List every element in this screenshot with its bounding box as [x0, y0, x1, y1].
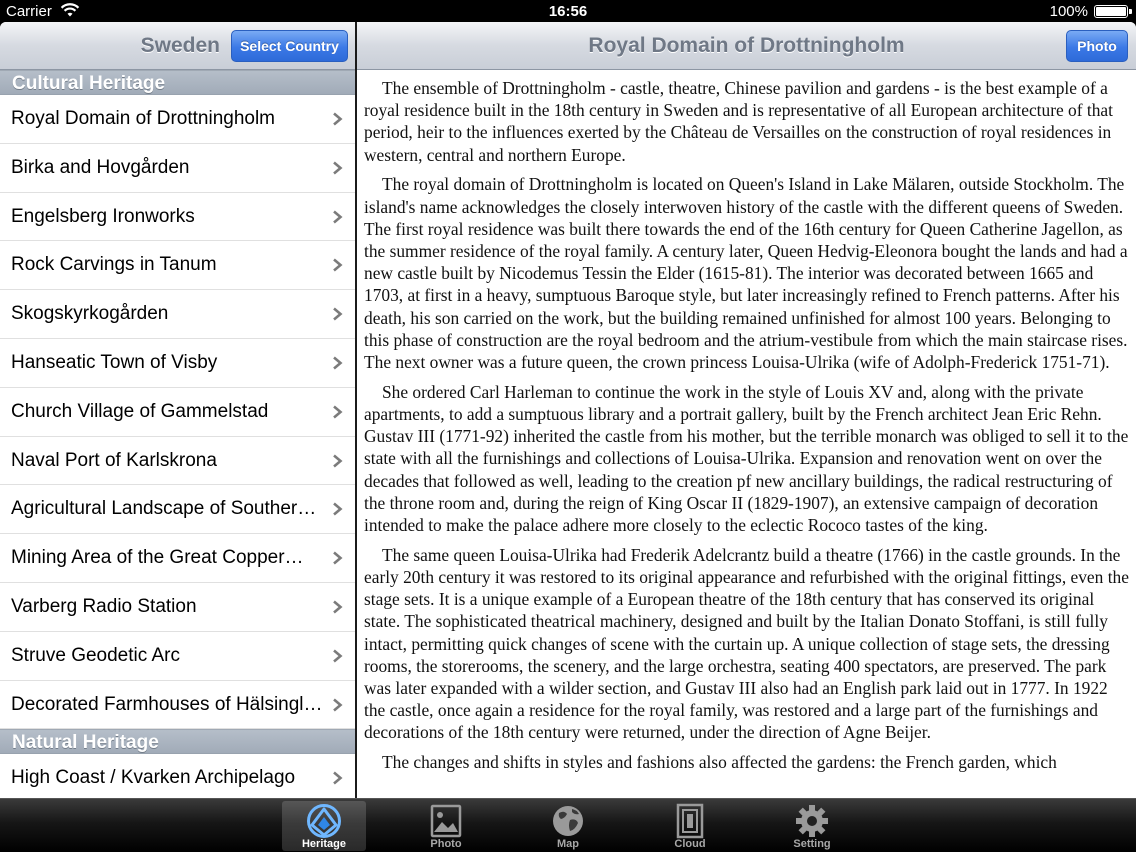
heritage-list — [0, 70, 355, 798]
detail-title: Royal Domain of Drottningholm — [588, 34, 905, 57]
list-item-label: Skogskyrkogården — [11, 303, 169, 325]
master-title: Sweden — [140, 34, 220, 57]
list-item[interactable] — [0, 144, 355, 193]
chevron-right-icon — [332, 649, 343, 663]
globe-icon — [550, 803, 586, 839]
tab-heritage[interactable] — [282, 801, 366, 851]
article-paragraph: The changes and shifts in styles and fashions also affected the gardens: the French garden, which — [382, 752, 1057, 773]
tab-cloud[interactable] — [648, 801, 732, 851]
chevron-right-icon — [332, 405, 343, 419]
tab-map[interactable] — [526, 801, 610, 851]
list-item[interactable] — [0, 681, 355, 730]
list-item[interactable] — [0, 754, 355, 798]
tab-cloud-label: Cloud — [674, 838, 706, 850]
chevron-right-icon — [332, 600, 343, 614]
list-item[interactable] — [0, 193, 355, 242]
list-item-label: Struve Geodetic Arc — [11, 644, 180, 666]
chevron-right-icon — [332, 356, 343, 370]
section-header-cultural: Cultural Heritage — [0, 70, 355, 95]
photo-button[interactable]: Photo — [1066, 30, 1128, 62]
tab-bar — [0, 798, 1136, 852]
list-item-label: Varberg Radio Station — [11, 595, 197, 617]
chevron-right-icon — [332, 502, 343, 516]
list-item-label: Naval Port of Karlskrona — [11, 449, 217, 471]
list-item[interactable] — [0, 583, 355, 632]
list-item[interactable] — [0, 290, 355, 339]
chevron-right-icon — [332, 454, 343, 468]
clock: 16:56 — [548, 3, 588, 20]
article-paragraph: The same queen Louisa-Ulrika had Frederik Adelcrantz build a theatre (1766) in the castle grounds. In the early 20th century it was restored to its original appearance and refurbished with the original fittings, even the stage sets. It is a unique example of a European theatre of the 18th century that has conserved its original state. The sophisticated theatrical machinery, designed and built by the Italian Donato Stoffani, is still fully intact, permitting quick changes of scene with the curtain up. A unique collection of stage sets, the dressing rooms, the storerooms, the scenery, and the large orchestra, seating 400 spectators, are preserved. The park was later expanded with a wilder section, and Gustav III also had an English park laid out in 1777. In 1922 the castle, once again a residence for the royal family, was restored and a large part of the furnishings and decorations of the 18th century were returned, under the direction of Agne Beijer. — [364, 544, 1129, 743]
list-item-label: Birka and Hovgården — [11, 156, 190, 178]
article-paragraph: She ordered Carl Harleman to continue the work in the style of Louis XV and, along with the private apartments, to add a sumptuous library and a portrait gallery, built by the French architect Jean Eric Rehn. Gustav III (1771-92) inherited the castle from his mother, but the terrible monarch was obliged to sell it to the state with all the furnishings and collections of Louisa-Ulrika. Expansion and renovation went on over the decades that followed as well, leading to the creation pf new ancillary buildings, the radical restructuring of the throne room and, during the reign of King Oscar II (1829-1907), an extensive campaign of decoration intended to make the palace adhere more closely to the eclectic Rococo tastes of the king. — [364, 381, 1129, 536]
list-item[interactable] — [0, 339, 355, 388]
list-item-label: Church Village of Gammelstad — [11, 400, 269, 422]
cultural-heritage-rows — [0, 95, 355, 729]
list-item-label: Hanseatic Town of Visby — [11, 351, 218, 373]
list-item[interactable] — [0, 534, 355, 583]
article-text[interactable] — [364, 77, 1130, 798]
heritage-icon — [306, 803, 342, 839]
list-item-label: Royal Domain of Drottningholm — [11, 108, 276, 129]
chevron-right-icon — [332, 161, 343, 175]
tab-heritage-label: Heritage — [301, 838, 347, 850]
list-item-label: Decorated Farmhouses of Hälsingl… — [11, 693, 323, 715]
list-item-label: Rock Carvings in Tanum — [11, 254, 217, 276]
article-paragraph: The ensemble of Drottningholm - castle, theatre, Chinese pavilion and gardens - is the best example of a royal residence built in the 18th century in Sweden and is representative of all European architecture of that period, heir to the influences exerted by the Château de Versailles on the construction of royal residences in western, central and northern Europe. — [364, 78, 1113, 165]
detail-pane — [357, 22, 1136, 798]
carrier-label: Carrier — [6, 3, 52, 20]
select-country-button[interactable]: Select Country — [231, 30, 348, 62]
chevron-right-icon — [332, 551, 343, 565]
tab-setting-label: Setting — [793, 838, 831, 850]
chevron-right-icon — [332, 771, 343, 785]
list-item[interactable] — [0, 388, 355, 437]
tab-setting[interactable] — [770, 801, 854, 851]
gear-icon — [794, 803, 830, 839]
list-item-label: Engelsberg Ironworks — [11, 205, 195, 227]
tab-photo-label: Photo — [430, 838, 462, 850]
chevron-right-icon — [332, 112, 343, 126]
status-bar — [0, 0, 1136, 22]
battery-percent: 100% — [1049, 3, 1088, 20]
master-pane — [0, 22, 355, 798]
list-item[interactable] — [0, 632, 355, 681]
list-item[interactable] — [0, 437, 355, 486]
photo-icon — [428, 803, 464, 839]
detail-navigation-bar — [357, 22, 1136, 70]
chevron-right-icon — [332, 698, 343, 712]
list-item-label: Mining Area of the Great Copper… — [11, 547, 304, 569]
master-navigation-bar — [0, 22, 355, 70]
natural-heritage-rows — [0, 754, 355, 798]
list-item[interactable] — [0, 241, 355, 290]
battery-icon — [1094, 5, 1128, 18]
list-item-label: High Coast / Kvarken Archipelago — [11, 767, 296, 789]
tab-map-label: Map — [557, 838, 579, 850]
chevron-right-icon — [332, 258, 343, 272]
section-header-natural: Natural Heritage — [0, 729, 355, 754]
list-item[interactable] — [0, 95, 355, 144]
chevron-right-icon — [332, 307, 343, 321]
chevron-right-icon — [332, 210, 343, 224]
cloud-icon — [672, 803, 708, 839]
list-item-label: Agricultural Landscape of Souther… — [11, 498, 317, 520]
list-item[interactable] — [0, 485, 355, 534]
tab-photo[interactable] — [404, 801, 488, 851]
article-paragraph: The royal domain of Drottningholm is located on Queen's Island in Lake Mälaren, outside Stockholm. The island's name acknowledges the closely interwoven history of the castle with the different queens of Sweden. The first royal residence was built there towards the end of the 16th century for Queen Catherine Jagellon, as the summer residence of the royal family. A century later, Queen Hedvig-Eleonora bought the lands and had a new castle built by Nicodemus Tessin the Elder (1615-81). The interior was decorated between 1665 and 1703, at first in a heavy, sumptuous Baroque style, but later increasingly refined to French patterns. After his death, his son carried on the work, but the building remained unfinished for almost 100 years. Belonging to this phase of construction are the royal bedroom and the atrium-vestibule from which the main staircase rises. The next owner was a future queen, the crown princess Louisa-Ulrika (wife of Adolph-Frederick 1751-71). — [364, 174, 1128, 373]
